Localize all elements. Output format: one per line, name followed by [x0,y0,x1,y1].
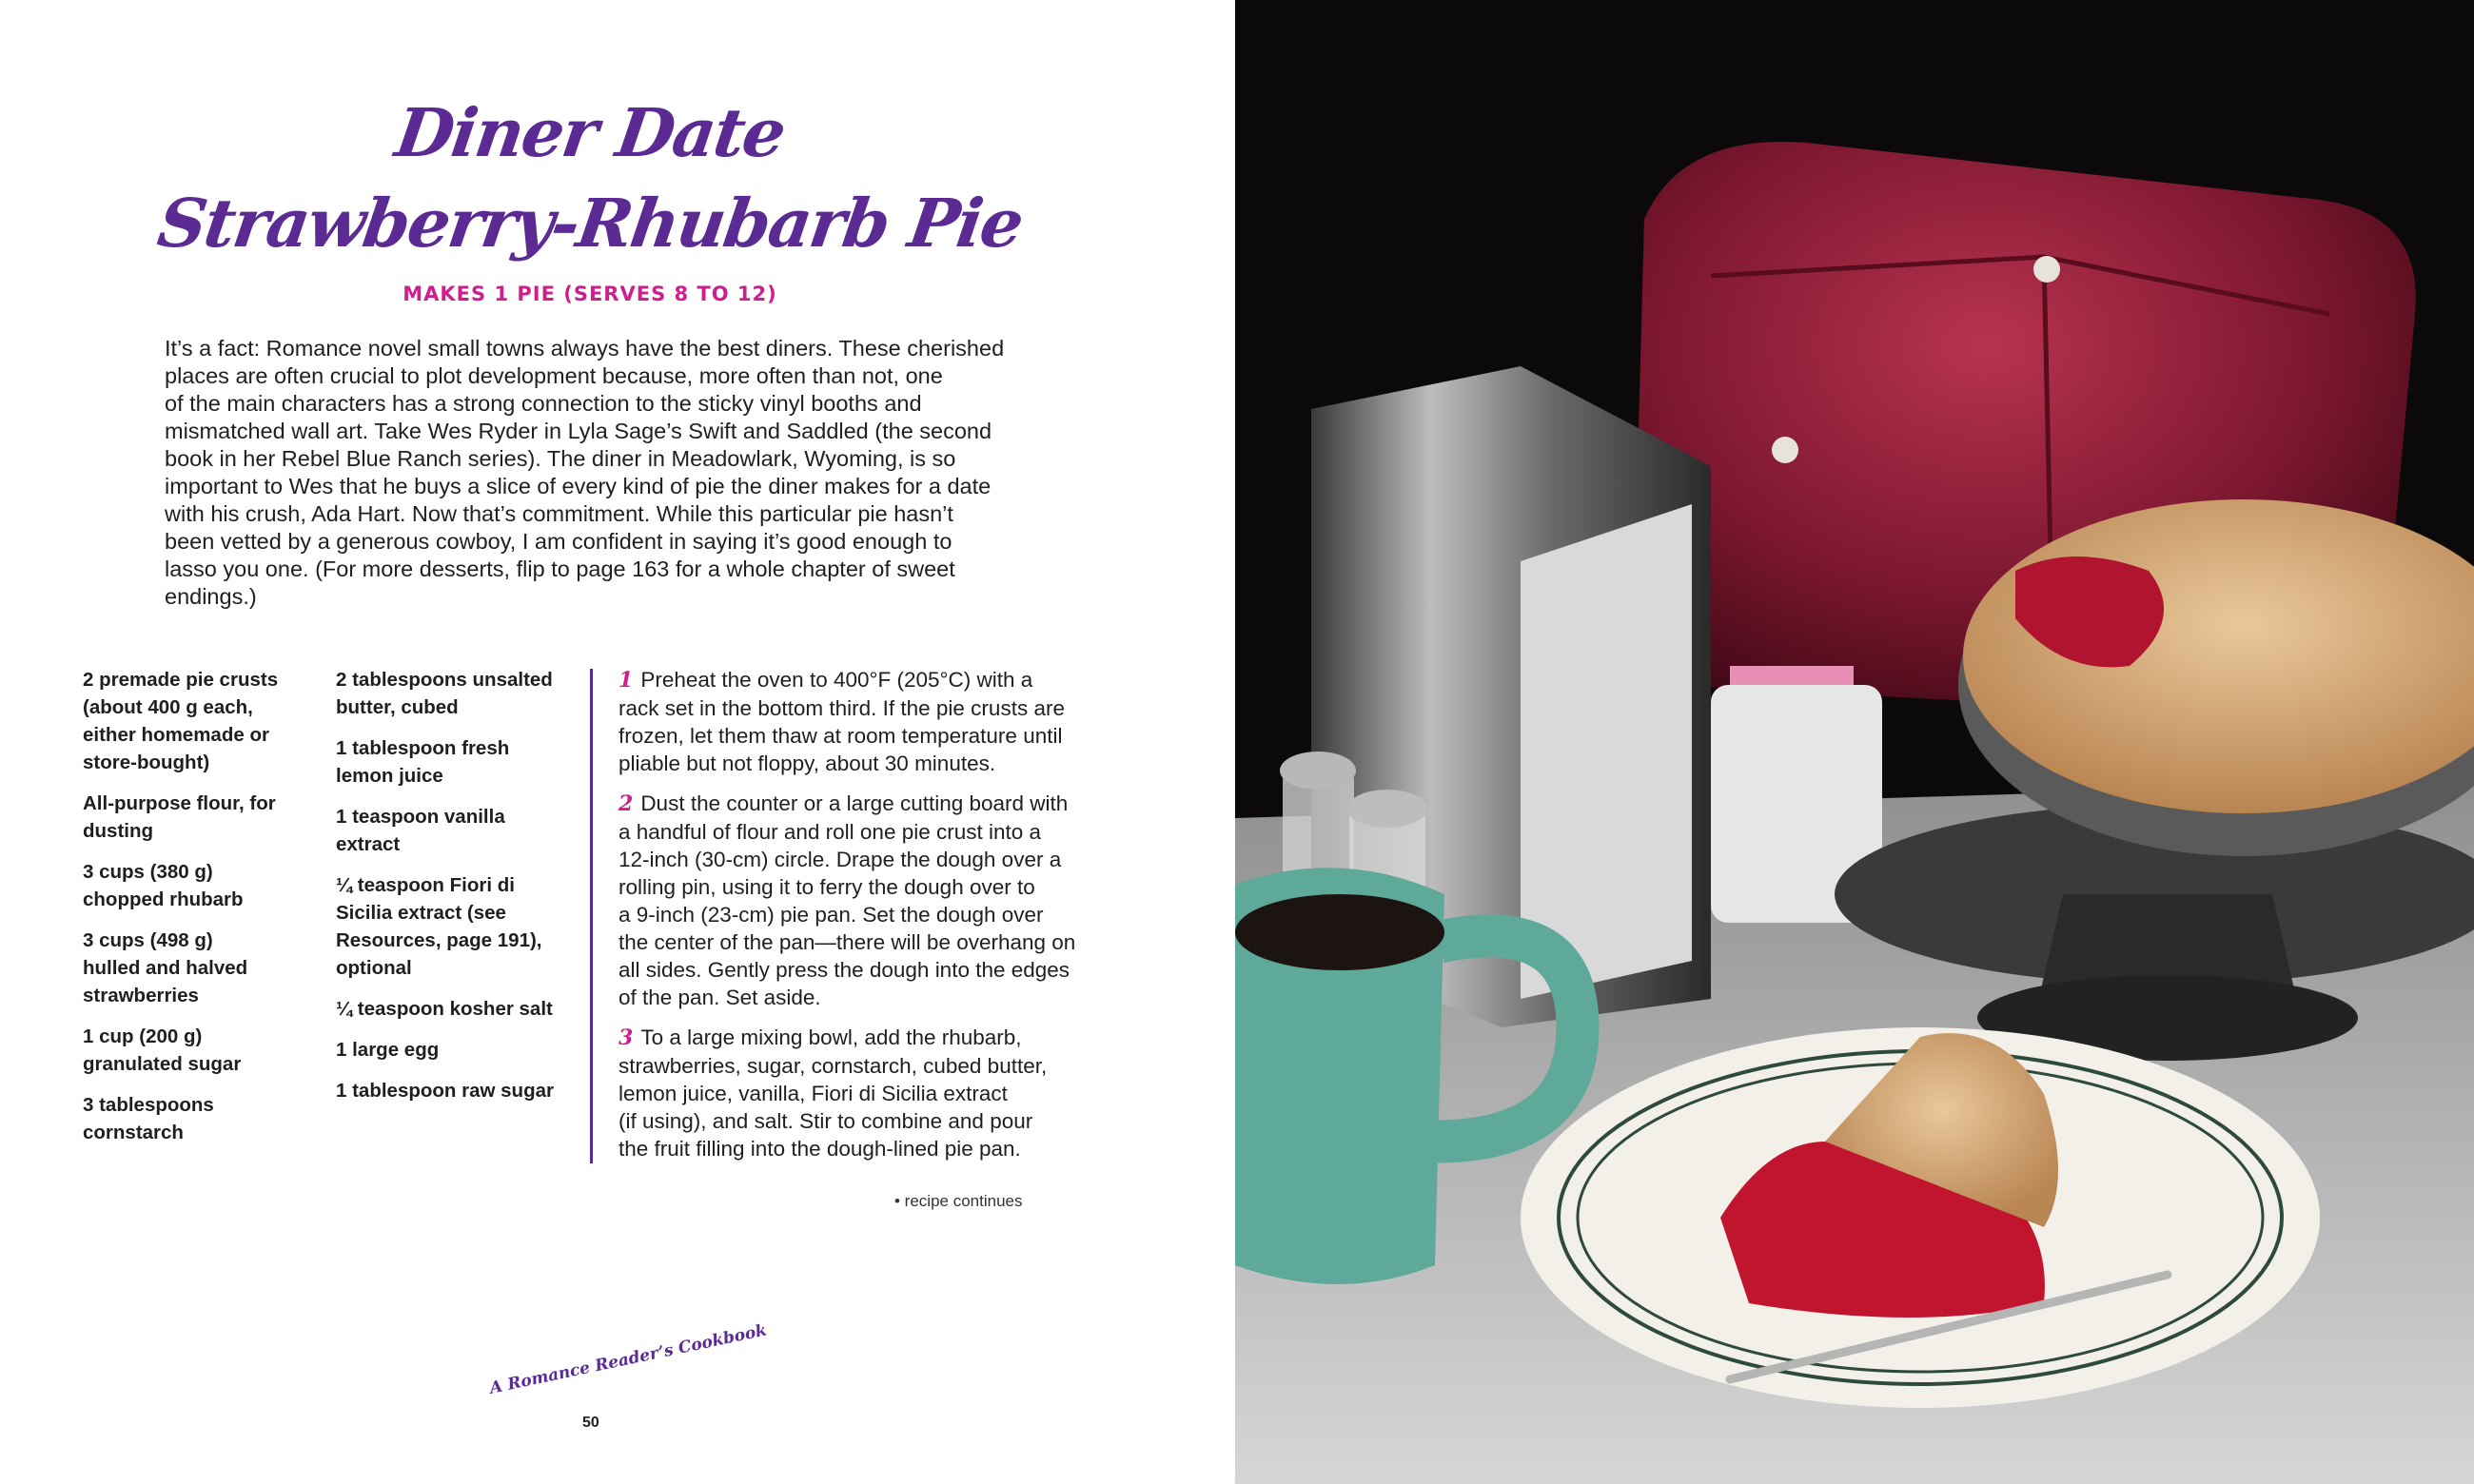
black-coffee [1235,894,1444,970]
step-number: 3 [618,1025,634,1050]
ingredients-column-1 [83,666,325,1160]
recipe-intro: It’s a fact: Romance novel small towns always have the best diners. These cherished places are often crucial to plot development because, more often than not, one of the main characters has a strong connection to the sticky vinyl booths and mismatched wall art. Take Wes Ryder in Lyla Sage’s Swift and Saddled (the second book in her Rebel Blue Ranch series). The diner in Meadowlark, Wyoming, is so important to Wes that he buys a slice of every kind of pie the diner makes for a date with his crush, Ada Hart. Now that’s commitment. While this particular pie hasn’t been vetted by a generous cowboy, I am confident in saying it’s good enough to lasso you one. (For more desserts, flip to page 163 for a whole chapter of sweet endings.) [165,336,1005,609]
step-number: 2 [618,791,634,816]
ingredient-item: 1 cup (200 g) granulated sugar [83,1025,242,1075]
ingredient-item: 2 premade pie crusts (about 400 g each, either homemade or store-bought) [83,669,279,773]
recipe-title-line1: Diner Date [390,93,790,172]
page-number: 50 [582,1415,599,1431]
ingredient-item: ¼ teaspoon kosher salt [336,998,553,1020]
step-text: Preheat the oven to 400°F (205°C) with a rack set in the bottom third. If the pie crusts are frozen, let them thaw at room temperature until pliable but not floppy, about 30 minutes. [618,668,1065,775]
ingredient-item: 1 tablespoon fresh lemon juice [336,737,510,787]
step-text: Dust the counter or a large cutting board with a handful of flour and roll one pie crust into a 12-inch (30-cm) circle. Drape the dough over a rolling pin, using it to ferry the dough over to a 9-inch (23-cm) pie pan. Set the dough over the center of the pan—there will be overhang on all sides. Gently press the dough into the edges of the pan. Set aside. [618,791,1076,1009]
recipe-continues-note: • recipe continues [894,1192,1023,1210]
recipe-page [0,0,1235,1484]
ingredient-item: ¼ teaspoon Fiori di Sicilia extract (see Resources, page 191), optional [336,874,542,979]
booth-button [1772,437,1798,463]
ingredients-column-2 [336,666,579,1118]
method-step [618,790,1113,1011]
step-text: To a large mixing bowl, add the rhubarb, strawberries, sugar, cornstarch, cubed butter, lemon juice, vanilla, Fiori di Sicilia extract (if using), and salt. Stir to combine and pour the fruit filling into the dough-lined pie pan. [618,1025,1048,1161]
footer-book-title: A Romance Reader’s Cookbook [487,1320,769,1398]
shaker-cap [1280,752,1356,790]
diner-photo-page [1235,0,2474,1484]
method-steps [618,666,1113,1175]
step-number: 1 [618,668,634,693]
diner-pie-photo [1235,0,2474,1484]
recipe-yield: MAKES 1 PIE (SERVES 8 TO 12) [403,283,777,305]
napkins [1521,504,1692,999]
steps-divider [590,669,593,1163]
method-step [618,666,1113,777]
ingredient-item: All-purpose flour, for dusting [83,792,276,842]
ingredient-item: 1 tablespoon raw sugar [336,1080,554,1102]
booth-button [2033,256,2060,283]
ingredient-item: 3 cups (498 g) hulled and halved strawberries [83,929,248,1006]
recipe-title-line2: Strawberry-Rhubarb Pie [152,184,1028,263]
ingredient-item: 3 cups (380 g) chopped rhubarb [83,861,244,910]
ingredient-item: 1 teaspoon vanilla extract [336,806,505,855]
shaker-cap [1347,790,1427,828]
method-step [618,1024,1113,1162]
ingredient-item: 2 tablespoons unsalted butter, cubed [336,669,553,718]
ingredient-item: 1 large egg [336,1039,440,1061]
ingredient-item: 3 tablespoons cornstarch [83,1094,214,1143]
